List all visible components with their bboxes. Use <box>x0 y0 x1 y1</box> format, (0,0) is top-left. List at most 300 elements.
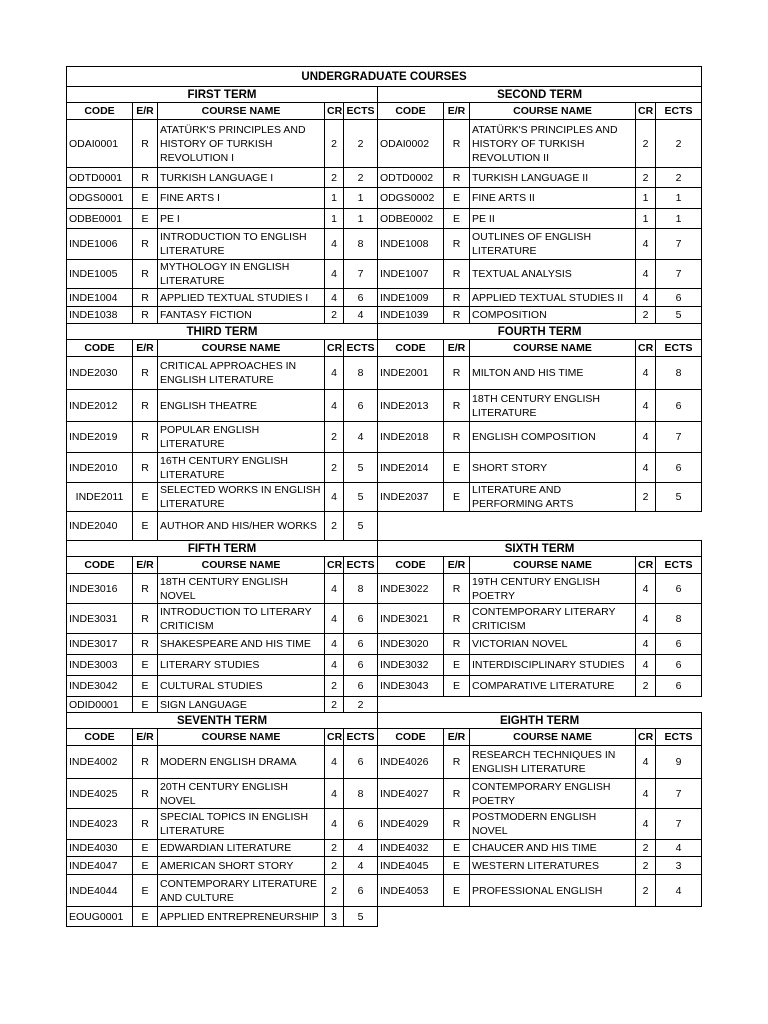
course-course-name: 19TH CENTURY ENGLISH POETRY <box>470 574 636 604</box>
course-course-name: APPLIED TEXTUAL STUDIES II <box>470 289 636 307</box>
course-course-name: APPLIED TEXTUAL STUDIES I <box>158 289 325 307</box>
course-course-name: SHAKESPEARE AND HIS TIME <box>158 634 325 655</box>
course-cr: 4 <box>636 357 656 390</box>
term-row <box>67 713 702 729</box>
course-er: E <box>444 209 470 229</box>
course-course-name: MYTHOLOGY IN ENGLISH LITERATURE <box>158 260 325 289</box>
column-header-code: CODE <box>378 729 444 746</box>
column-header-course-name: COURSE NAME <box>470 557 636 574</box>
course-cr: 4 <box>636 779 656 809</box>
course-course-name: TEXTUAL ANALYSIS <box>470 260 636 289</box>
course-er: R <box>133 357 158 390</box>
course-row <box>67 634 702 655</box>
course-course-name: ATATÜRK'S PRINCIPLES AND HISTORY OF TURKISH REVOLUTION II <box>470 120 636 168</box>
course-er: R <box>444 390 470 422</box>
table-title-row <box>67 67 702 87</box>
course-row <box>67 779 702 809</box>
column-header-ects: ECTS <box>656 340 702 357</box>
course-er: E <box>444 483 470 512</box>
course-code: INDE4053 <box>378 875 444 907</box>
term-title: SEVENTH TERM <box>67 713 378 729</box>
course-code: ODBE0002 <box>378 209 444 229</box>
course-code: INDE2040 <box>67 512 133 541</box>
course-row <box>67 907 702 927</box>
course-cr: 2 <box>325 840 344 857</box>
course-row <box>67 307 702 324</box>
course-ects: 8 <box>344 357 378 390</box>
course-code: INDE2019 <box>67 422 133 453</box>
course-er: R <box>133 779 158 809</box>
course-row <box>67 574 702 604</box>
column-header-er: E/R <box>133 729 158 746</box>
column-header-er: E/R <box>133 103 158 120</box>
course-code: INDE4047 <box>67 857 133 875</box>
course-sheet <box>66 66 701 927</box>
course-code: INDE2010 <box>67 453 133 483</box>
course-cr: 4 <box>325 574 344 604</box>
course-er: R <box>444 307 470 324</box>
course-er: R <box>444 289 470 307</box>
column-header-course-name: COURSE NAME <box>470 103 636 120</box>
course-cr: 2 <box>325 422 344 453</box>
course-course-name: TURKISH LANGUAGE I <box>158 168 325 188</box>
course-code: INDE4044 <box>67 875 133 907</box>
course-code: INDE2030 <box>67 357 133 390</box>
column-header-cr: CR <box>325 557 344 574</box>
course-cr: 4 <box>325 357 344 390</box>
column-header-row <box>67 557 702 574</box>
course-er: R <box>133 574 158 604</box>
course-cr: 2 <box>636 840 656 857</box>
course-cr: 4 <box>636 422 656 453</box>
course-er: R <box>444 574 470 604</box>
course-code: ODAI0001 <box>67 120 133 168</box>
course-cr: 2 <box>636 307 656 324</box>
course-cr: 4 <box>325 229 344 260</box>
empty-cell <box>378 697 702 713</box>
course-course-name: MODERN ENGLISH DRAMA <box>158 746 325 779</box>
course-cr: 4 <box>325 260 344 289</box>
course-cr: 4 <box>636 390 656 422</box>
course-cr: 4 <box>325 604 344 634</box>
course-code: EOUG0001 <box>67 907 133 927</box>
course-cr: 2 <box>325 120 344 168</box>
course-er: R <box>133 634 158 655</box>
course-ects: 6 <box>656 655 702 676</box>
course-er: R <box>444 229 470 260</box>
term-title: FOURTH TERM <box>378 324 702 340</box>
course-ects: 6 <box>344 634 378 655</box>
term-title: SECOND TERM <box>378 87 702 103</box>
course-cr: 4 <box>636 655 656 676</box>
course-ects: 1 <box>656 188 702 209</box>
course-code: INDE4032 <box>378 840 444 857</box>
course-code: INDE1009 <box>378 289 444 307</box>
course-course-name: 16TH CENTURY ENGLISH LITERATURE <box>158 453 325 483</box>
course-ects: 4 <box>656 840 702 857</box>
column-header-code: CODE <box>67 729 133 746</box>
course-cr: 4 <box>636 574 656 604</box>
course-er: E <box>444 655 470 676</box>
course-row <box>67 875 702 907</box>
course-code: INDE3022 <box>378 574 444 604</box>
course-cr: 4 <box>636 289 656 307</box>
course-code: INDE1004 <box>67 289 133 307</box>
course-er: R <box>133 307 158 324</box>
course-ects: 5 <box>344 512 378 541</box>
course-row <box>67 390 702 422</box>
course-ects: 1 <box>344 209 378 229</box>
course-ects: 2 <box>656 120 702 168</box>
course-course-name: POPULAR ENGLISH LITERATURE <box>158 422 325 453</box>
course-code: INDE4029 <box>378 809 444 840</box>
course-ects: 2 <box>344 697 378 713</box>
column-header-ects: ECTS <box>656 557 702 574</box>
course-er: R <box>444 357 470 390</box>
course-row <box>67 512 702 541</box>
course-course-name: CHAUCER AND HIS TIME <box>470 840 636 857</box>
course-code: INDE2037 <box>378 483 444 512</box>
course-course-name: CONTEMPORARY LITERATURE AND CULTURE <box>158 875 325 907</box>
course-code: INDE2012 <box>67 390 133 422</box>
course-ects: 7 <box>656 422 702 453</box>
course-cr: 2 <box>636 483 656 512</box>
course-ects: 4 <box>344 840 378 857</box>
column-header-cr: CR <box>325 340 344 357</box>
course-code: INDE2014 <box>378 453 444 483</box>
course-row <box>67 840 702 857</box>
course-row <box>67 604 702 634</box>
course-ects: 5 <box>344 453 378 483</box>
course-code: INDE4002 <box>67 746 133 779</box>
course-er: R <box>133 289 158 307</box>
course-cr: 1 <box>636 188 656 209</box>
course-cr: 1 <box>325 188 344 209</box>
course-course-name: TURKISH LANGUAGE II <box>470 168 636 188</box>
column-header-course-name: COURSE NAME <box>158 340 325 357</box>
course-er: E <box>133 697 158 713</box>
course-cr: 4 <box>636 634 656 655</box>
course-row <box>67 260 702 289</box>
course-course-name: CONTEMPORARY LITERARY CRITICISM <box>470 604 636 634</box>
course-course-name: FINE ARTS II <box>470 188 636 209</box>
column-header-code: CODE <box>378 557 444 574</box>
course-ects: 6 <box>344 809 378 840</box>
course-cr: 2 <box>636 168 656 188</box>
course-cr: 4 <box>636 809 656 840</box>
course-row <box>67 188 702 209</box>
column-header-cr: CR <box>636 103 656 120</box>
course-row <box>67 289 702 307</box>
course-code: ODTD0002 <box>378 168 444 188</box>
course-er: R <box>444 168 470 188</box>
course-course-name: AMERICAN SHORT STORY <box>158 857 325 875</box>
column-header-row <box>67 729 702 746</box>
course-row <box>67 746 702 779</box>
course-cr: 4 <box>325 289 344 307</box>
course-ects: 9 <box>656 746 702 779</box>
course-code: INDE3042 <box>67 676 133 697</box>
course-code: INDE4025 <box>67 779 133 809</box>
course-ects: 6 <box>656 634 702 655</box>
column-header-er: E/R <box>444 557 470 574</box>
course-course-name: ENGLISH COMPOSITION <box>470 422 636 453</box>
course-ects: 1 <box>344 188 378 209</box>
course-course-name: CULTURAL STUDIES <box>158 676 325 697</box>
course-code: INDE2013 <box>378 390 444 422</box>
column-header-ects: ECTS <box>344 729 378 746</box>
course-course-name: EDWARDIAN LITERATURE <box>158 840 325 857</box>
course-course-name: WESTERN LITERATURES <box>470 857 636 875</box>
course-row <box>67 209 702 229</box>
course-code: ODGS0002 <box>378 188 444 209</box>
course-ects: 8 <box>344 229 378 260</box>
column-header-course-name: COURSE NAME <box>470 340 636 357</box>
course-cr: 2 <box>325 453 344 483</box>
course-er: E <box>133 655 158 676</box>
course-cr: 4 <box>325 634 344 655</box>
column-header-cr: CR <box>325 103 344 120</box>
course-ects: 7 <box>656 809 702 840</box>
term-title: THIRD TERM <box>67 324 378 340</box>
course-code: INDE4023 <box>67 809 133 840</box>
course-course-name: INTERDISCIPLINARY STUDIES <box>470 655 636 676</box>
course-er: R <box>133 168 158 188</box>
course-row <box>67 229 702 260</box>
course-course-name: INTRODUCTION TO ENGLISH LITERATURE <box>158 229 325 260</box>
courses-table <box>66 66 702 927</box>
course-ects: 6 <box>344 655 378 676</box>
course-ects: 8 <box>656 357 702 390</box>
course-course-name: FINE ARTS I <box>158 188 325 209</box>
course-cr: 2 <box>325 307 344 324</box>
course-code: INDE3032 <box>378 655 444 676</box>
course-course-name: OUTLINES OF ENGLISH LITERATURE <box>470 229 636 260</box>
course-cr: 4 <box>325 655 344 676</box>
course-ects: 6 <box>344 390 378 422</box>
course-er: E <box>444 857 470 875</box>
course-ects: 6 <box>656 574 702 604</box>
course-row <box>67 168 702 188</box>
course-er: R <box>133 604 158 634</box>
course-row <box>67 357 702 390</box>
course-code: INDE3020 <box>378 634 444 655</box>
course-ects: 5 <box>656 483 702 512</box>
course-ects: 2 <box>344 168 378 188</box>
course-er: R <box>444 120 470 168</box>
course-cr: 3 <box>325 907 344 927</box>
term-row <box>67 324 702 340</box>
course-cr: 4 <box>636 604 656 634</box>
column-header-ects: ECTS <box>344 103 378 120</box>
course-code: INDE1007 <box>378 260 444 289</box>
course-ects: 6 <box>656 453 702 483</box>
course-row <box>67 697 702 713</box>
course-ects: 6 <box>656 289 702 307</box>
course-er: R <box>133 260 158 289</box>
course-ects: 6 <box>656 390 702 422</box>
course-er: R <box>133 746 158 779</box>
course-course-name: FANTASY FICTION <box>158 307 325 324</box>
course-er: R <box>133 422 158 453</box>
course-course-name: PE I <box>158 209 325 229</box>
course-code: ODTD0001 <box>67 168 133 188</box>
course-ects: 8 <box>344 574 378 604</box>
course-course-name: 20TH CENTURY ENGLISH NOVEL <box>158 779 325 809</box>
term-title: SIXTH TERM <box>378 541 702 557</box>
course-er: E <box>133 907 158 927</box>
course-er: E <box>444 188 470 209</box>
course-ects: 7 <box>344 260 378 289</box>
column-header-code: CODE <box>67 557 133 574</box>
course-code: ODGS0001 <box>67 188 133 209</box>
course-er: E <box>133 188 158 209</box>
course-course-name: COMPARATIVE LITERATURE <box>470 676 636 697</box>
course-cr: 4 <box>636 453 656 483</box>
course-er: E <box>133 209 158 229</box>
column-header-course-name: COURSE NAME <box>158 103 325 120</box>
column-header-er: E/R <box>133 340 158 357</box>
course-course-name: ATATÜRK'S PRINCIPLES AND HISTORY OF TURKISH REVOLUTION I <box>158 120 325 168</box>
course-code: INDE4030 <box>67 840 133 857</box>
column-header-code: CODE <box>378 103 444 120</box>
course-er: E <box>444 840 470 857</box>
column-header-er: E/R <box>444 103 470 120</box>
course-ects: 6 <box>656 676 702 697</box>
course-code: INDE3016 <box>67 574 133 604</box>
course-cr: 4 <box>636 260 656 289</box>
course-er: E <box>133 676 158 697</box>
course-er: R <box>444 260 470 289</box>
course-course-name: LITERARY STUDIES <box>158 655 325 676</box>
column-header-cr: CR <box>636 557 656 574</box>
course-code: INDE1038 <box>67 307 133 324</box>
course-row <box>67 453 702 483</box>
course-ects: 4 <box>344 857 378 875</box>
course-cr: 2 <box>636 875 656 907</box>
course-course-name: PE II <box>470 209 636 229</box>
course-ects: 6 <box>344 746 378 779</box>
column-header-er: E/R <box>444 729 470 746</box>
term-title: EIGHTH TERM <box>378 713 702 729</box>
course-course-name: ENGLISH THEATRE <box>158 390 325 422</box>
empty-cell <box>378 907 702 927</box>
course-er: R <box>444 779 470 809</box>
course-er: E <box>444 676 470 697</box>
course-er: R <box>133 809 158 840</box>
course-course-name: AUTHOR AND HIS/HER WORKS <box>158 512 325 541</box>
course-ects: 4 <box>344 307 378 324</box>
column-header-code: CODE <box>67 103 133 120</box>
course-course-name: SELECTED WORKS IN ENGLISH LITERATURE <box>158 483 325 512</box>
column-header-er: E/R <box>133 557 158 574</box>
column-header-ects: ECTS <box>656 103 702 120</box>
course-er: R <box>133 229 158 260</box>
course-ects: 1 <box>656 209 702 229</box>
course-cr: 4 <box>636 746 656 779</box>
column-header-cr: CR <box>636 340 656 357</box>
course-row <box>67 483 702 512</box>
course-code: INDE3003 <box>67 655 133 676</box>
course-course-name: APPLIED ENTREPRENEURSHIP <box>158 907 325 927</box>
course-cr: 4 <box>325 390 344 422</box>
course-cr: 2 <box>636 857 656 875</box>
course-ects: 7 <box>656 260 702 289</box>
course-er: E <box>133 512 158 541</box>
course-er: R <box>133 453 158 483</box>
course-course-name: 18TH CENTURY ENGLISH NOVEL <box>158 574 325 604</box>
course-cr: 2 <box>325 512 344 541</box>
course-code: INDE3021 <box>378 604 444 634</box>
column-header-course-name: COURSE NAME <box>470 729 636 746</box>
table-title: UNDERGRADUATE COURSES <box>67 67 702 87</box>
course-ects: 6 <box>344 289 378 307</box>
course-code: ODBE0001 <box>67 209 133 229</box>
course-cr: 2 <box>325 168 344 188</box>
course-cr: 2 <box>325 697 344 713</box>
course-ects: 3 <box>656 857 702 875</box>
course-ects: 5 <box>656 307 702 324</box>
course-cr: 4 <box>325 809 344 840</box>
course-ects: 7 <box>656 779 702 809</box>
column-header-row <box>67 340 702 357</box>
column-header-cr: CR <box>636 729 656 746</box>
course-cr: 4 <box>636 229 656 260</box>
course-course-name: PROFESSIONAL ENGLISH <box>470 875 636 907</box>
course-cr: 1 <box>325 209 344 229</box>
column-header-course-name: COURSE NAME <box>158 557 325 574</box>
course-course-name: VICTORIAN NOVEL <box>470 634 636 655</box>
course-code: INDE2001 <box>378 357 444 390</box>
course-code: INDE3017 <box>67 634 133 655</box>
column-header-row <box>67 103 702 120</box>
course-course-name: CRITICAL APPROACHES IN ENGLISH LITERATURE <box>158 357 325 390</box>
course-row <box>67 676 702 697</box>
course-ects: 8 <box>656 604 702 634</box>
course-cr: 4 <box>325 779 344 809</box>
course-course-name: 18TH CENTURY ENGLISH LITERATURE <box>470 390 636 422</box>
course-code: INDE1005 <box>67 260 133 289</box>
course-er: R <box>133 390 158 422</box>
course-course-name: INTRODUCTION TO LITERARY CRITICISM <box>158 604 325 634</box>
course-er: R <box>444 634 470 655</box>
empty-cell <box>378 512 702 541</box>
course-code: INDE4045 <box>378 857 444 875</box>
course-course-name: COMPOSITION <box>470 307 636 324</box>
course-er: R <box>444 809 470 840</box>
course-row <box>67 120 702 168</box>
course-row <box>67 857 702 875</box>
course-course-name: RESEARCH TECHNIQUES IN ENGLISH LITERATURE <box>470 746 636 779</box>
course-cr: 4 <box>325 746 344 779</box>
course-ects: 4 <box>656 875 702 907</box>
column-header-course-name: COURSE NAME <box>158 729 325 746</box>
course-row <box>67 655 702 676</box>
term-title: FIRST TERM <box>67 87 378 103</box>
course-code: INDE1039 <box>378 307 444 324</box>
column-header-ects: ECTS <box>344 557 378 574</box>
course-er: E <box>444 875 470 907</box>
course-code: ODAI0002 <box>378 120 444 168</box>
course-er: R <box>444 604 470 634</box>
column-header-er: E/R <box>444 340 470 357</box>
column-header-code: CODE <box>67 340 133 357</box>
course-course-name: LITERATURE AND PERFORMING ARTS <box>470 483 636 512</box>
course-cr: 2 <box>325 676 344 697</box>
course-code: INDE4027 <box>378 779 444 809</box>
course-course-name: SPECIAL TOPICS IN ENGLISH LITERATURE <box>158 809 325 840</box>
term-row <box>67 541 702 557</box>
